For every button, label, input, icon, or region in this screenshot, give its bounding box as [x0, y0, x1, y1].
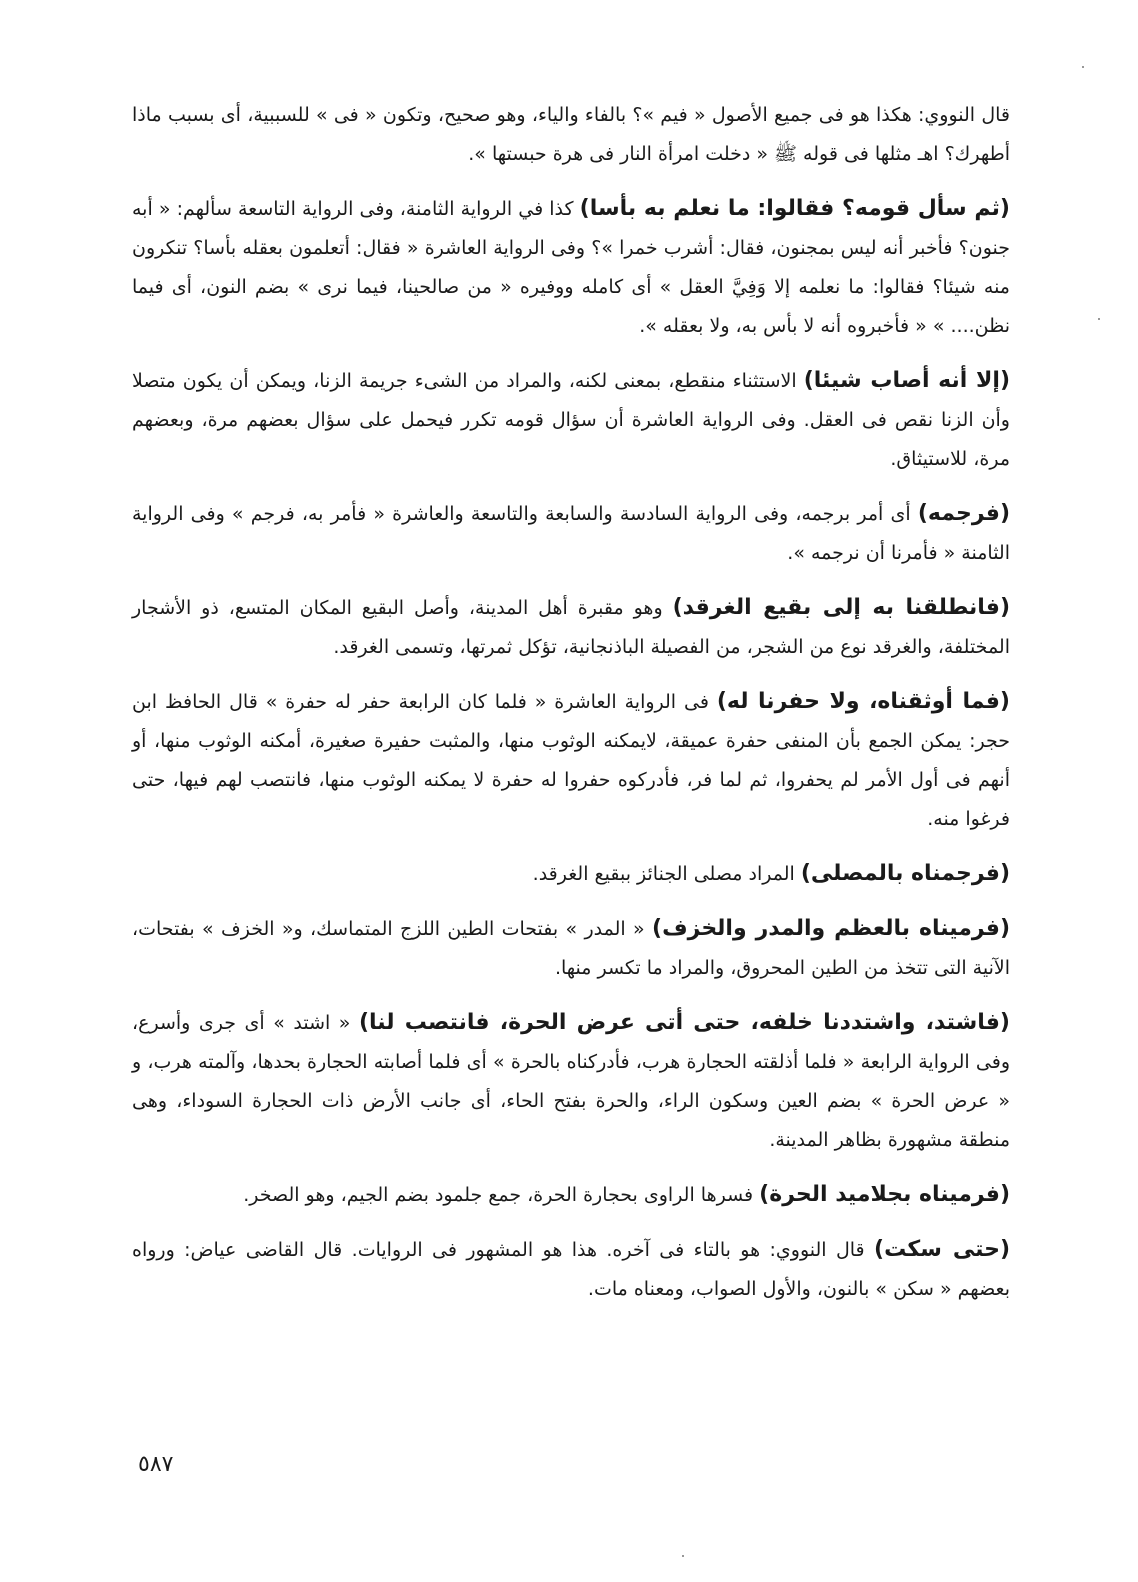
paragraph-text: قال النووي: هكذا هو فى جميع الأصول « فيم »؟ بالفاء والياء، وهو صحيح، وتكون « فى » للسببية، أى بسبب ماذا أطهرك؟ اهـ مثلها فى قوله ﷺ « دخلت امرأة النار فى هرة حبستها ».: [132, 104, 1010, 165]
scan-speck: [682, 1555, 684, 1557]
paragraph-lemma: ( فرجمناه بالمصلى ): [801, 861, 1010, 886]
scan-speck: [1098, 318, 1100, 320]
paragraph-text: الاستثناء منقطع، بمعنى لكنه، والمراد من الشىء جريمة الزنا، ويمكن أن يكون متصلا وأن الزنا نقص فى العقل. وفى الرواية العاشرة أن سؤال قومه تكرر فيحمل على سؤال بعضهم مرة، وبعضهم مرة، للاستيثاق.: [132, 370, 1010, 470]
paragraph-lemma: ( فرميناه بالعظم والمدر والخزف ): [652, 916, 1010, 941]
paragraph-4: [132, 494, 1010, 573]
paragraph-lemma: ( ثم سأل قومه؟ فقالوا: ما نعلم به بأسا ): [580, 196, 1010, 221]
paragraph-lemma: ( حتى سكت ): [874, 1237, 1010, 1262]
paragraph-5: [132, 588, 1010, 667]
page-number: ٥٨٧: [138, 1452, 174, 1477]
paragraph-lemma: ( فاشتد، واشتددنا خلفه، حتى أتى عرض الحرة، فانتصب لنا ): [359, 1010, 1010, 1035]
paragraph-6: [132, 682, 1010, 839]
paragraph-lemma: ( فما أوثقناه، ولا حفرنا له ): [717, 689, 1010, 714]
paragraph-text: أى أمر برجمه، وفى الرواية السادسة والسابعة والتاسعة والعاشرة « فأمر به، فرجم » وفى الرواية الثامنة « فأمرنا أن نرجمه ».: [132, 503, 1010, 564]
paragraph-text: المراد مصلى الجنائز ببقيع الغرقد.: [532, 863, 795, 885]
paragraph-text: وهو مقبرة أهل المدينة، وأصل البقيع المكان المتسع، ذو الأشجار المختلفة، والغرقد نوع من الشجر، من الفصيلة الباذنجانية، تؤكل ثمرتها، وتسمى الغرقد.: [132, 597, 1010, 658]
paragraph-text: « المدر » بفتحات الطين اللزج المتماسك، و« الخزف » بفتحات، الآنية التى تتخذ من الطين المحروق، والمراد ما تكسر منها.: [132, 918, 1010, 979]
paragraph-text: فى الرواية العاشرة « فلما كان الرابعة حفر له حفرة » قال الحافظ ابن حجر: يمكن الجمع بأن المنفى حفرة عميقة، لايمكنه الوثوب منها، والمثبت حفيرة صغيرة، أمكنه الوثوب منها، أو أنهم فى أول الأمر لم يحفروا، ثم لما فر، فأدركوه حفروا له حفرة لا يمكنه الوثوب منها، فانتصب لهم فيها، حتى فرغوا منه.: [132, 691, 1010, 830]
paragraph-3: [132, 361, 1010, 479]
paragraph-1: [132, 96, 1010, 174]
paragraph-lemma: ( فرميناه بجلاميد الحرة ): [759, 1182, 1010, 1207]
paragraph-text: كذا في الرواية الثامنة، وفى الرواية التاسعة سألهم: « أبه جنون؟ فأخبر أنه ليس بمجنون، فقال: أشرب خمرا »؟ وفى الرواية العاشرة « فقال: أتعلمون بعقله بأسا؟ تنكرون منه شيئا؟ فقالوا: ما نعلمه إلا وَفِيَّ العقل » أى كامله ووفيره « من صالحينا، فيما نرى » بضم النون، أى فيما نظن.... » « فأخبروه أنه لا بأس به، ولا بعقله ».: [132, 198, 1010, 337]
paragraph-text: فسرها الراوى بحجارة الحرة، جمع جلمود بضم الجيم، وهو الصخر.: [243, 1184, 754, 1206]
paragraph-lemma: ( فانطلقنا به إلى بقيع الغرقد ): [673, 595, 1010, 620]
page-body: [132, 96, 1010, 1324]
paragraph-2: [132, 189, 1010, 346]
paragraph-9: [132, 1003, 1010, 1160]
paragraph-text: « اشتد » أى جرى وأسرع، وفى الرواية الرابعة « فلما أذلقته الحجارة هرب، فأدركناه بالحرة » أى فلما أصابته الحجارة بحدها، وآلمته هرب، و « عرض الحرة » بضم العين وسكون الراء، والحرة بفتح الحاء، أى جانب الأرض ذات الحجارة السوداء، وهى منطقة مشهورة بظاهر المدينة.: [132, 1012, 1010, 1151]
paragraph-text: قال النووي: هو بالتاء فى آخره. هذا هو المشهور فى الروايات. قال القاضى عياض: ورواه بعضهم « سكن » بالنون، والأول الصواب، ومعناه مات.: [132, 1239, 1010, 1300]
scan-speck: [1082, 66, 1084, 68]
paragraph-11: [132, 1230, 1010, 1309]
paragraph-7: [132, 854, 1010, 894]
paragraph-8: [132, 909, 1010, 988]
paragraph-lemma: ( إلا أنه أصاب شيئا ): [804, 368, 1010, 393]
paragraph-10: [132, 1175, 1010, 1215]
paragraph-lemma: ( فرجمه ): [918, 501, 1010, 526]
